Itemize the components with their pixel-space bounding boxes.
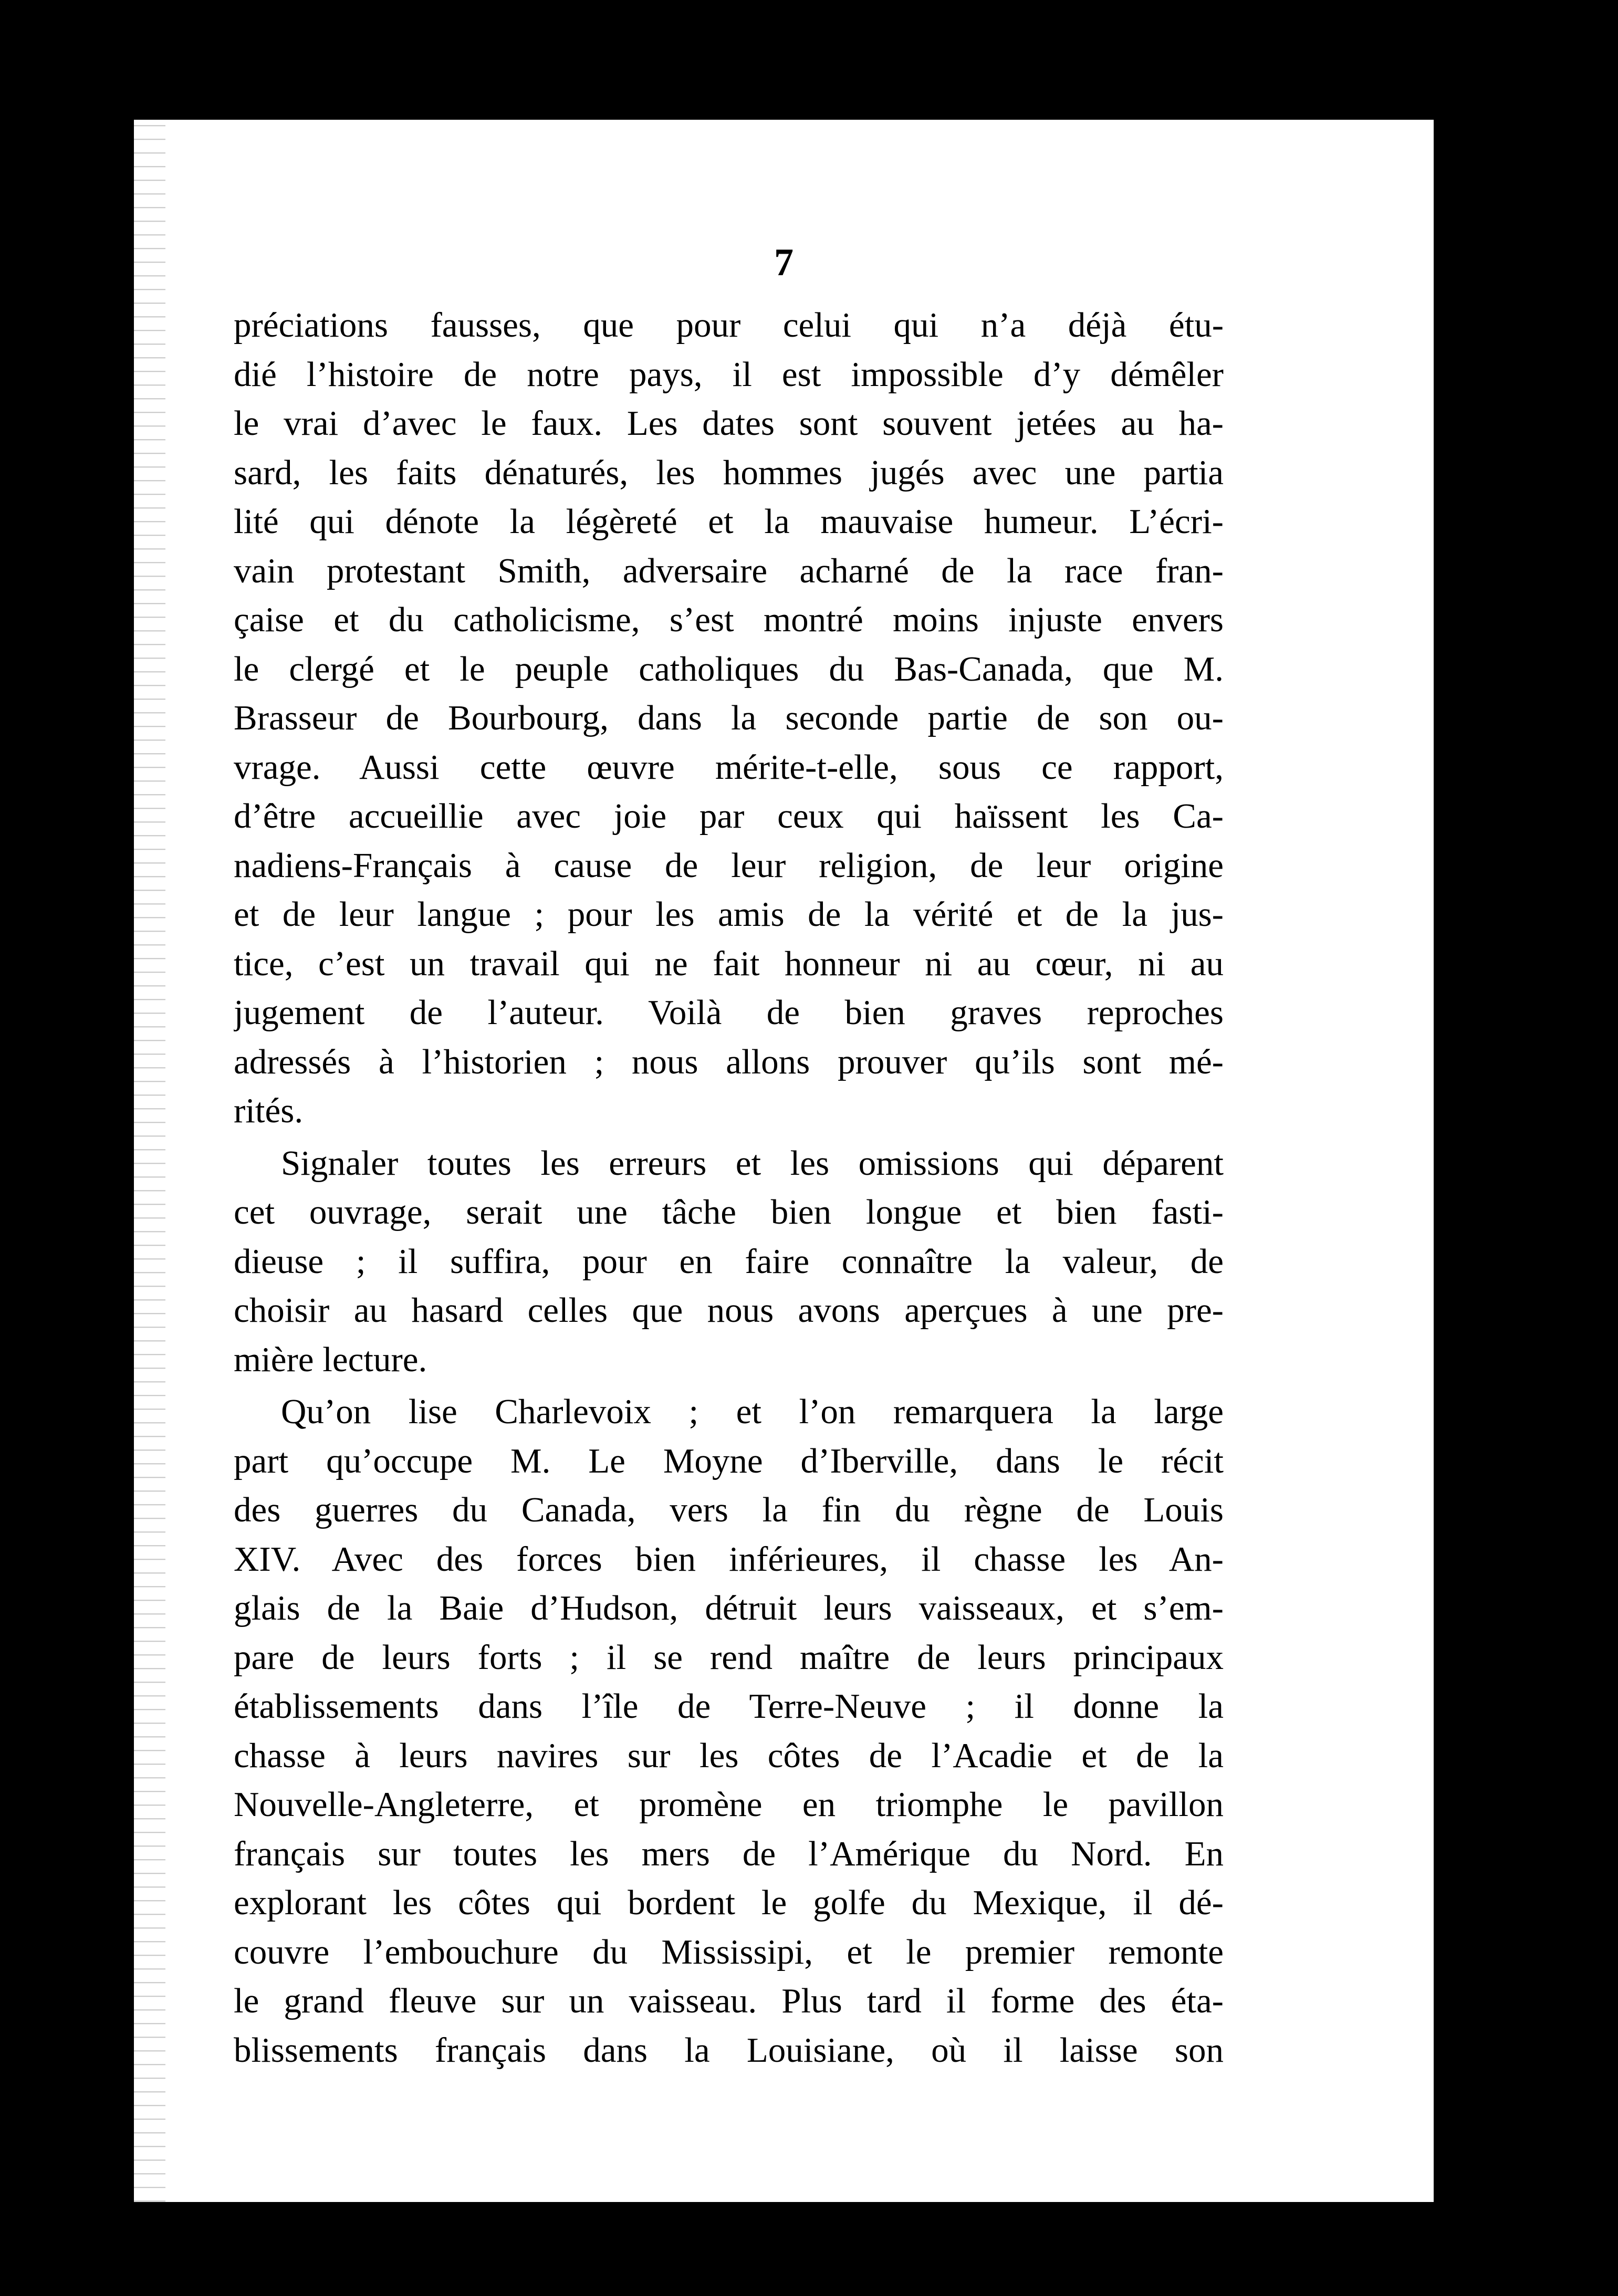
page-number: 7 [774, 241, 794, 284]
text-line: part qu’occupe M. Le Moyne d’Iberville, dans le récit [234, 1441, 1224, 1480]
text-line: pare de leurs forts ; il se rend maître de leurs principaux [234, 1637, 1224, 1677]
text-line: Qu’on lise Charlevoix ; et l’on remarquera la large [281, 1392, 1224, 1431]
text-line: jugement de l’auteur. Voilà de bien graves reproches [234, 993, 1224, 1032]
text-line: lité qui dénote la légèreté et la mauvaise humeur. L’écri- [234, 502, 1224, 541]
text-line: Signaler toutes les erreurs et les omissions qui déparent [281, 1143, 1224, 1183]
paragraph [234, 301, 1224, 1136]
text-line: couvre l’embouchure du Mississipi, et le premier remonte [234, 1932, 1224, 1971]
text-line: dieuse ; il suffira, pour en faire connaître la valeur, de [234, 1241, 1224, 1281]
text-line: dié l’histoire de notre pays, il est impossible d’y démêler [234, 354, 1224, 394]
text-line: glais de la Baie d’Hudson, détruit leurs vaisseaux, et s’em- [234, 1589, 1224, 1627]
text-line: vrage. Aussi cette œuvre mérite-t-elle, sous ce rapport, [234, 747, 1224, 787]
text-line: Nouvelle-Angleterre, et promène en triomphe le pavillon [234, 1785, 1224, 1824]
text-line: çaise et du catholicisme, s’est montré moins injuste envers [234, 600, 1224, 639]
text-line: d’être accueillie avec joie par ceux qui haïssent les Ca- [234, 797, 1224, 836]
text-line: cet ouvrage, serait une tâche bien longue et bien fasti- [234, 1193, 1224, 1232]
text-line: adressés à l’historien ; nous allons prouver qu’ils sont mé- [234, 1042, 1224, 1081]
text-line: mière lecture. [234, 1340, 427, 1379]
binding-edge [134, 120, 165, 2202]
text-line: chasse à leurs navires sur les côtes de l’Acadie et de la [234, 1736, 1224, 1775]
scanned-page [134, 120, 1434, 2202]
text-line: explorant les côtes qui bordent le golfe du Mexique, il dé- [234, 1883, 1224, 1922]
text-line: tice, c’est un travail qui ne fait honneur ni au cœur, ni au [234, 944, 1224, 983]
text-line: nadiens-Français à cause de leur religion, de leur origine [234, 846, 1224, 885]
text-line: préciations fausses, que pour celui qui n’a déjà étu- [234, 306, 1224, 345]
text-line: français sur toutes les mers de l’Amérique du Nord. En [234, 1834, 1224, 1873]
text-line: le vrai d’avec le faux. Les dates sont souvent jetées au ha- [234, 404, 1224, 443]
text-line: rités. [234, 1091, 304, 1130]
paragraph [234, 1139, 1224, 1385]
text-line: le clergé et le peuple catholiques du Bas-Canada, que M. [234, 649, 1224, 688]
text-line: des guerres du Canada, vers la fin du règne de Louis [234, 1490, 1224, 1529]
text-line: vain protestant Smith, adversaire acharné de la race fran- [234, 551, 1224, 590]
text-line: blissements français dans la Louisiane, où il laisse son [234, 2030, 1224, 2070]
text-line: le grand fleuve sur un vaisseau. Plus tard il forme des éta- [234, 1981, 1224, 2020]
paragraph [234, 1387, 1224, 2075]
body-text [234, 301, 1224, 2075]
text-line: XIV. Avec des forces bien inférieures, il chasse les An- [234, 1539, 1224, 1579]
text-line: Brasseur de Bourbourg, dans la seconde partie de son ou- [234, 698, 1224, 737]
text-line: sard, les faits dénaturés, les hommes jugés avec une partia [234, 453, 1224, 492]
text-line: établissements dans l’île de Terre-Neuve ; il donne la [234, 1687, 1224, 1726]
text-line: choisir au hasard celles que nous avons aperçues à une pre- [234, 1291, 1224, 1330]
text-line: et de leur langue ; pour les amis de la vérité et de la jus- [234, 895, 1224, 934]
